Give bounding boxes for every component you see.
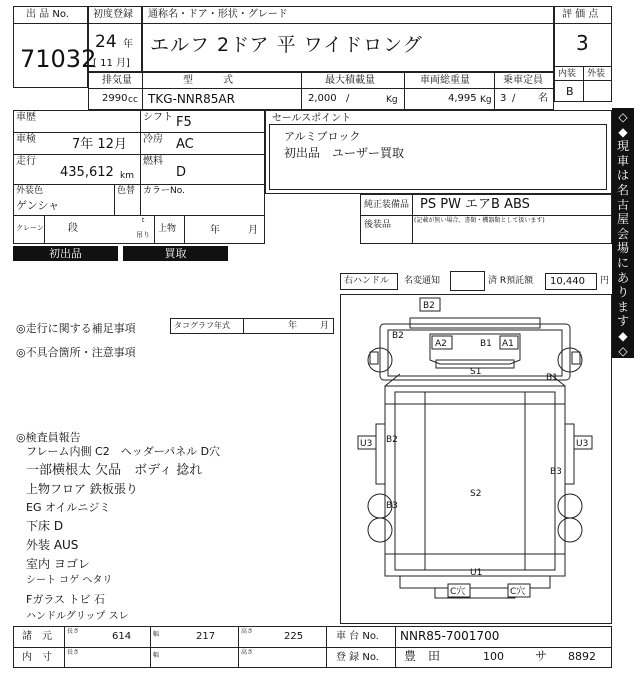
inner-len-label: 長さ: [67, 649, 80, 656]
grade-label: 評 価 点: [562, 9, 599, 20]
handle-value: 右ハンドル: [344, 276, 390, 286]
report-line: フレーム内側 C2 ヘッダーパネル D穴: [26, 445, 221, 458]
gvw-label: 車両総重量: [420, 75, 470, 86]
dmg-C-hole-right: C穴: [510, 587, 526, 597]
load-value: 2,000: [308, 93, 337, 104]
inspection-label: 車検: [16, 134, 36, 145]
height-value: 225: [284, 631, 304, 642]
name-label: 通称名・ドア・形状・グレード: [148, 9, 288, 20]
dmg-B2-left: B2: [392, 331, 404, 341]
vehicle-name: エルフ 2ドア 平 ワイドロング: [150, 34, 423, 56]
grade-value: 3: [576, 31, 589, 55]
shade-label: 色替: [117, 186, 136, 196]
interior-label: 内装: [558, 69, 577, 79]
sales-line-1: アルミブロック: [284, 130, 361, 143]
banner-char: 現: [616, 139, 629, 154]
upper-year: 年: [210, 225, 220, 236]
load-sep: /: [346, 93, 350, 104]
crane-lift: 吊り: [136, 231, 150, 239]
report-line: 室内 ヨゴレ: [26, 557, 90, 571]
disp-unit: cc: [128, 95, 138, 105]
dmg-S1: S1: [470, 367, 482, 377]
name-change-box: [450, 271, 485, 291]
dmg-U3-right: U3: [576, 439, 589, 449]
dmg-B3-left: B3: [386, 501, 398, 511]
upper-label: 上物: [158, 224, 177, 234]
banner-char: ◇: [618, 110, 628, 124]
retrofit-note: (記載が無い場合、書類・機器類として扱います): [414, 217, 545, 224]
buyout-badge: 買取: [123, 246, 228, 261]
lot-no-label: 出 品 No.: [26, 9, 69, 20]
dmg-A1: A1: [502, 339, 514, 349]
color-label: 外装色: [16, 186, 44, 196]
inner-height-label: 高さ: [241, 649, 254, 656]
crane-step: 段: [68, 223, 78, 234]
report-line: 外装 AUS: [26, 538, 79, 552]
retrofit-label: 後装品: [364, 220, 392, 230]
load-unit: Kg: [386, 95, 398, 105]
banner-char: 車: [616, 153, 629, 168]
recycle-unit: 円: [600, 276, 610, 286]
supplement-heading: ◎走行に関する補足事項: [16, 322, 136, 335]
dmg-U3-left: U3: [360, 439, 373, 449]
report-line: 上物フロア 鉄板張り: [26, 482, 138, 496]
disp-label: 排気量: [102, 75, 132, 86]
report-line: 一部横根太 欠品 ボディ 捻れ: [26, 463, 203, 478]
first-reg-label: 初度登録: [93, 9, 133, 20]
exterior-label: 外装: [587, 69, 606, 79]
reg-num: 8892: [568, 650, 596, 663]
banner-char: に: [616, 255, 629, 270]
mileage-value: 435,612: [60, 165, 114, 180]
recycle-value: 10,440: [550, 276, 585, 287]
report-line: ハンドルグリップ スレ: [26, 611, 129, 622]
load-label: 最大積載量: [325, 75, 375, 86]
ac-value: AC: [176, 137, 194, 152]
fuel-label: 燃料: [143, 156, 163, 167]
ac-label: 冷房: [143, 134, 163, 145]
chassis-value: NNR85-7001700: [400, 629, 500, 643]
reg-month: [ 11 月]: [93, 58, 130, 69]
dmg-S2: S2: [470, 489, 482, 499]
reg-year: 24: [95, 32, 117, 52]
mileage-unit: km: [120, 171, 134, 181]
sales-line-2: 初出品 ユーザー買取: [284, 146, 405, 160]
dmg-B1-right: B1: [546, 373, 558, 383]
color-value: ゲンシャ: [16, 199, 60, 212]
tacho-month: 月: [320, 321, 330, 331]
equipment-items: PS PW エアB ABS: [420, 197, 530, 212]
banner-char: ◆: [618, 328, 628, 343]
cap-label: 乗車定員: [503, 75, 543, 86]
banner-char: す: [616, 314, 629, 329]
sales-point-label: セールスポイント: [272, 113, 352, 124]
inspector-heading: ◎検査員報告: [16, 431, 81, 444]
reg-label: 登 録 No.: [336, 652, 379, 663]
dmg-B1-top: B1: [480, 339, 492, 349]
model-value: TKG-NNR85AR: [148, 92, 235, 106]
reg-area: 豊 田: [404, 649, 441, 663]
crane-t: t: [142, 217, 145, 224]
info-box: [13, 110, 265, 244]
dmg-B3-right: B3: [550, 467, 562, 477]
name-change-label: 名変通知: [404, 276, 441, 286]
report-line: Fガラス トビ 石: [26, 593, 105, 606]
dmg-A2: A2: [435, 339, 447, 349]
truck-diagram: [340, 294, 612, 624]
width-label: 幅: [153, 631, 160, 638]
first-listing-badge: 初出品: [13, 246, 118, 261]
height-label: 高さ: [241, 628, 254, 635]
report-line: シート コゲ ヘタリ: [26, 575, 113, 586]
fuel-value: D: [176, 165, 187, 180]
lot-no: 71032: [20, 45, 97, 73]
len-value: 614: [112, 631, 132, 642]
banner-char: は: [616, 168, 629, 183]
cap-value: 3: [500, 93, 507, 104]
banner-char: あ: [616, 270, 629, 285]
equipment-label: 純正装備品: [364, 200, 410, 210]
gvw-unit: Kg: [480, 95, 492, 105]
dmg-B2-mid: B2: [386, 435, 398, 445]
banner-char: ◇: [618, 343, 628, 358]
width-value: 217: [196, 631, 216, 642]
recycle-label: 済 R預託額: [488, 276, 534, 286]
reg-kana: サ: [535, 649, 548, 663]
dims-label: 諸 元: [22, 631, 52, 642]
reg-class: 100: [483, 650, 504, 663]
inspection-value: 7年 12月: [72, 137, 127, 152]
inner-width-label: 幅: [153, 652, 160, 659]
banner-char: 名: [616, 182, 629, 197]
cap-sep: /: [512, 93, 516, 104]
tacho-year: 年: [288, 321, 298, 331]
cap-unit: 名: [538, 93, 548, 104]
report-line: 下床 D: [26, 519, 64, 533]
banner-char: 場: [616, 241, 629, 256]
mileage-label: 走行: [16, 156, 36, 167]
banner-char: 会: [616, 226, 629, 241]
reg-year-unit: 年: [123, 39, 133, 50]
inner-label: 内 寸: [22, 652, 52, 663]
report-line: EG オイルニジミ: [26, 501, 111, 514]
tacho-label: タコグラフ年式: [174, 321, 230, 330]
banner-char: り: [616, 285, 629, 300]
history-label: 車歴: [16, 112, 36, 123]
shift-label: シフト: [143, 112, 173, 123]
model-label: 型 式: [183, 75, 233, 86]
defects-heading: ◎不具合箇所・注意事項: [16, 346, 136, 359]
gvw-value: 4,995: [448, 93, 477, 104]
banner-char: 古: [616, 197, 629, 212]
crane-label: クレーン: [16, 224, 44, 232]
dmg-C-hole-left: C穴: [450, 587, 466, 597]
dmg-B2-top: B2: [423, 301, 435, 311]
dmg-U1: U1: [470, 568, 483, 578]
shift-value: F5: [176, 115, 192, 130]
color-no-label: カラーNo.: [143, 186, 185, 196]
upper-month: 月: [248, 225, 258, 236]
banner-char: ◆: [618, 124, 628, 139]
disp-value: 2990: [102, 93, 128, 104]
chassis-label: 車 台 No.: [336, 631, 379, 642]
banner-char: ま: [616, 299, 629, 314]
interior-grade: B: [566, 85, 574, 98]
banner-char: 屋: [616, 212, 629, 227]
len-label: 長さ: [67, 628, 80, 635]
